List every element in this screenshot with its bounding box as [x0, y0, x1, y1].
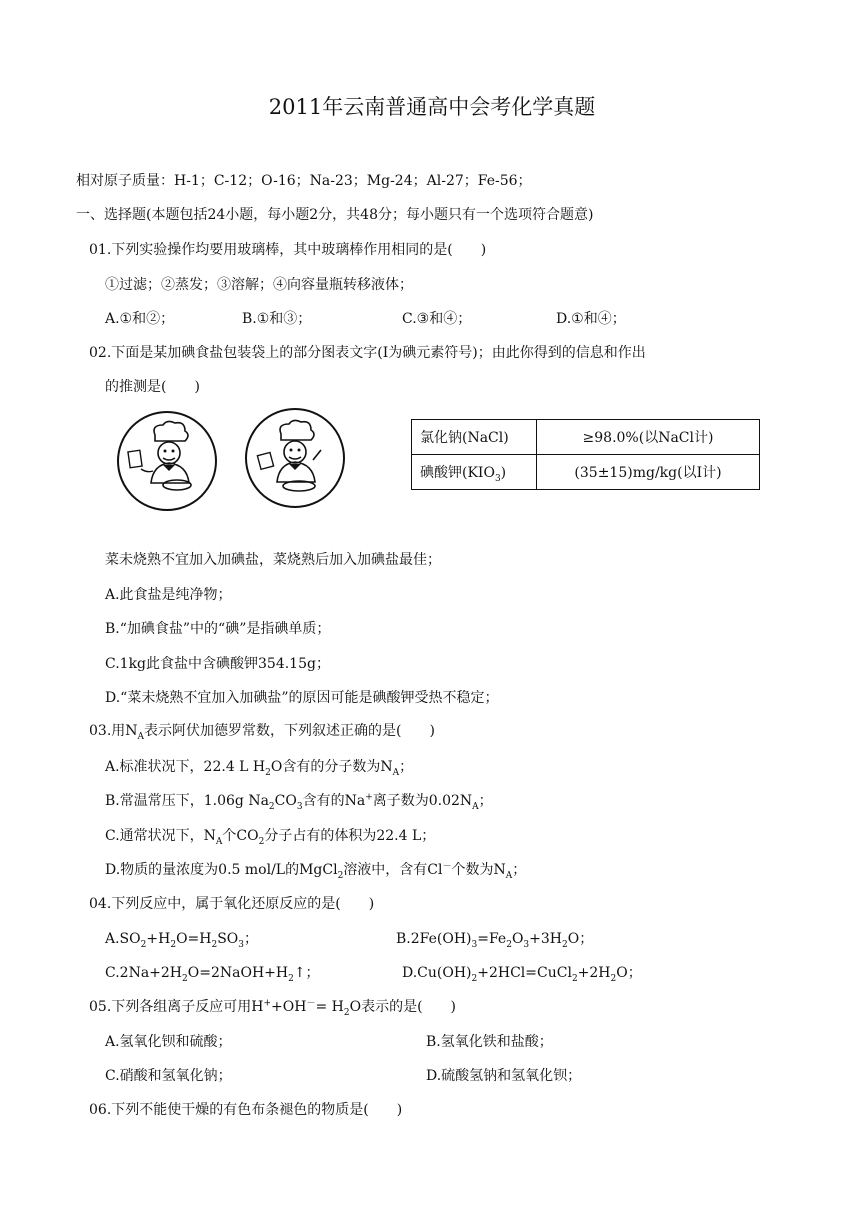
chef-icon	[247, 410, 343, 506]
table-cell-value: ≥98.0%(以NaCl计)	[537, 420, 760, 455]
q03-stem: 03.用$N_A$表示阿伏加德罗常数，下列叙述正确的是( )	[89, 723, 435, 742]
table-cell-name: 氯化钠(NaCl)	[412, 420, 537, 455]
q05-stem: 05.下列各组离子反应可用$H^++OH^-= H_2O$表示的是( )	[89, 998, 456, 1018]
chef-illustration-2	[245, 408, 345, 508]
q04-stem: 04.下列反应中，属于氧化还原反应的是( )	[89, 896, 375, 912]
q04-option-d: $D.Cu(OH)_2+2HCl=CuCl_2+2H_2O$；	[402, 965, 642, 984]
atomic-masses-line: 相对原子质量：H-1；C-12；O-16；Na-23；Mg-24；Al-27；Fe-56；	[76, 173, 532, 189]
salt-label-table	[411, 419, 760, 490]
q05-option-b: B.氢氧化铁和盐酸；	[426, 1034, 553, 1050]
q01-items: ①过滤；②蒸发；③溶解；④向容量瓶转移液体；	[105, 277, 413, 293]
q03-option-c: C.通常状况下，$N_A$个$CO_2$分子占有的体积为22.4 L；	[105, 828, 436, 847]
q05-option-a: A.氢氧化钡和硫酸；	[105, 1034, 232, 1050]
table-row	[412, 420, 760, 455]
table-cell-name: 碘酸钾$(KIO_3)$	[412, 455, 537, 490]
chef-illustration-1	[117, 411, 217, 511]
q01-option-b: B.①和③；	[242, 311, 312, 327]
q04-option-b: $B.2Fe(OH)_3=Fe_2O_3+3H_2O$；	[396, 931, 594, 950]
q02-caption: 菜未烧熟不宜加入加碘盐，菜烧熟后加入加碘盐最佳；	[105, 552, 441, 568]
section-heading: 一、选择题(本题包括24小题，每小题2分，共48分；每小题只有一个选项符合题意)	[76, 207, 594, 223]
q01-option-a: A.①和②；	[105, 311, 175, 327]
q02-option-b: B.“加碘食盐”中的“碘”是指碘单质；	[105, 621, 331, 637]
q01-option-c: C.③和④；	[402, 311, 472, 327]
q03-option-d: D.物质的量浓度为0.5 mol/L的MgCl$_2$溶液中，含有Cl－个数为$N_A$；	[105, 861, 527, 881]
chef-icon	[119, 413, 215, 509]
q03-option-a: A.标准状况下，22.4 L $H_2O$含有的分子数为$N_A$；	[105, 759, 414, 778]
q01-option-d: D.①和④；	[556, 311, 626, 327]
q02-option-c: C.1kg此食盐中含碘酸钾354.15g；	[105, 656, 330, 672]
q02-option-a: A.此食盐是纯净物；	[105, 587, 232, 603]
q02-stem-line2: 的推测是( )	[105, 379, 200, 395]
q05-option-d: D.硫酸氢钠和氢氧化钡；	[426, 1068, 582, 1084]
q04-option-c: $C.2Na+2H_2O=2NaOH+H_2↑$；	[105, 965, 320, 984]
q02-stem-line1: 02.下面是某加碘食盐包装袋上的部分图表文字(I为碘元素符号)；由此你得到的信息和作出	[89, 345, 646, 361]
page-title: 2011年云南普通高中会考化学真题	[268, 95, 596, 119]
table-cell-value: (35±15)mg/kg(以I计)	[537, 455, 760, 490]
q06-stem: 06.下列不能使干燥的有色布条褪色的物质是( )	[89, 1102, 403, 1118]
q02-option-d: D.“菜未烧熟不宜加入加碘盐”的原因可能是碘酸钾受热不稳定；	[105, 690, 499, 706]
table-row	[412, 455, 760, 490]
q04-option-a: $A.SO_2+H_2O=H_2SO_3$；	[105, 931, 259, 950]
q01-stem: 01.下列实验操作均要用玻璃棒，其中玻璃棒作用相同的是( )	[89, 242, 487, 258]
q05-option-c: C.硝酸和氢氧化钠；	[105, 1068, 232, 1084]
q03-option-b: B.常温常压下，1.06g $Na_2CO_3$含有的Na+离子数为$0.02N_A$；	[105, 792, 493, 812]
